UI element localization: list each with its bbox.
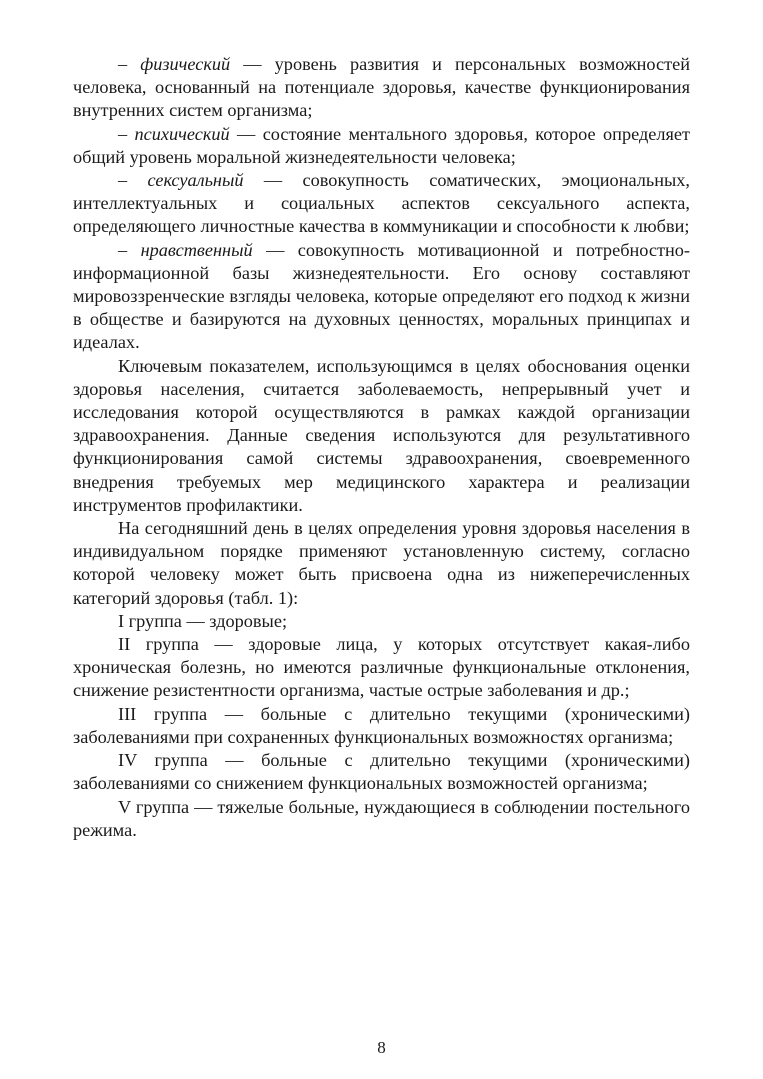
definition-physical: [73, 53, 690, 123]
definition-term: – психический: [118, 123, 230, 144]
definition-sexual: [73, 169, 690, 239]
definition-term: – физический: [118, 54, 231, 74]
group-item-2: II группа — здоровые лица, у которых отсутствует какая-либо хроническая болезнь, но имеются различные функциональные отклонения, снижение резистентности организма, частые острые заболевания и др.;: [73, 634, 690, 701]
definition-text: — совокупность мотивационной и потребностно-информационной базы жизнедеятельности. Его основу составляют мировоззренческие взгляды человека, которые определяют его подход к жизни в обществе и базируются на духовных ценностях, моральных принципах и идеалах.: [73, 239, 690, 353]
definition-term: – нравственный: [118, 239, 253, 260]
definition-text: — уровень развития и персональных возможностей человека, основанный на потенциале здоровья, качестве функционирования внутренних систем организма;: [73, 54, 690, 121]
group-item-4: IV группа — больные с длительно текущими (хроническими) заболеваниями со снижением функциональных возможностей организма;: [73, 750, 690, 794]
definition-text: — состояние ментального здоровья, которое определяет общий уровень моральной жизнедеятельности человека;: [73, 123, 691, 167]
definition-moral: [73, 239, 690, 355]
document-body: [73, 53, 690, 842]
group-item-5: V группа — тяжелые больные, нуждающиеся в соблюдении постельного режима.: [73, 796, 690, 840]
group-item-1: I группа — здоровые;: [118, 610, 288, 631]
definition-term: – сексуальный: [118, 170, 244, 191]
paragraph-health-categories: На сегодняшний день в целях определения уровня здоровья населения в индивидуальном порядке применяют установленную систему, согласно которой человеку может быть присвоена одна из нижеперечисленных категорий здоровья (табл. 1):: [73, 518, 690, 608]
definition-mental: [73, 123, 690, 169]
page-number: 8: [377, 1038, 386, 1057]
paragraph-morbidity: Ключевым показателем, использующимся в целях обоснования оценки здоровья населения, считается заболеваемость, непрерывный учет и исследования которой осуществляются в рамках каждой организации здравоохранения. Данные сведения используются для результативного функционирования самой системы здравоохранения, своевременного внедрения требуемых мер медицинского характера и реализации инструментов профилактики.: [73, 355, 690, 515]
group-item-3: III группа — больные с длительно текущими (хроническими) заболеваниями при сохраненных функциональных возможностях организма;: [73, 703, 690, 747]
definition-text: — совокупность соматических, эмоциональных, интеллектуальных и социальных аспектов сексуального аспекта, определяющего личностные качества в коммуникации и способности к любви;: [73, 170, 690, 237]
